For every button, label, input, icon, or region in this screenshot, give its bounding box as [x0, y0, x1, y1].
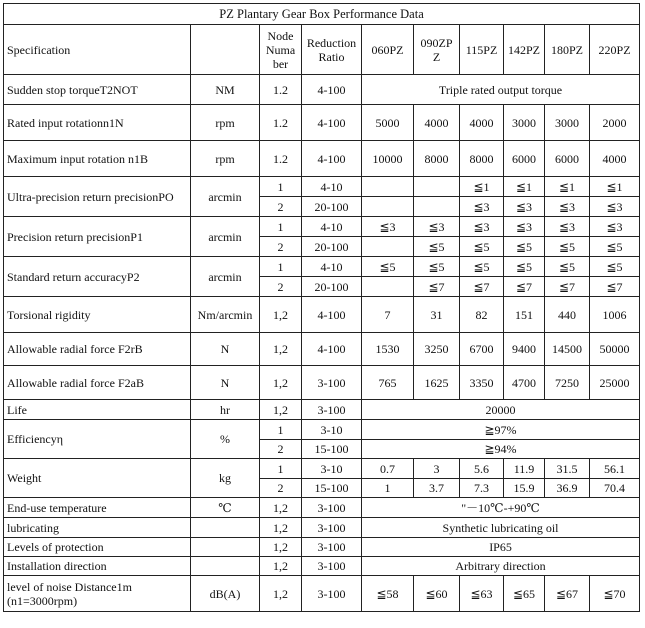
row-ratio: 20-100	[302, 277, 362, 297]
row-specification: Weight	[4, 459, 191, 498]
row-value: 11.9	[504, 459, 545, 479]
row-specification: Efficiencyη	[4, 420, 191, 459]
row-value: 8000	[460, 141, 504, 177]
row-node: 1	[260, 217, 302, 237]
row-specification: Levels of protection	[4, 538, 191, 557]
row-value: 4000	[460, 105, 504, 141]
row-value: ≦7	[545, 277, 590, 297]
row-value: 70.4	[590, 479, 640, 498]
row-node: 2	[260, 237, 302, 257]
row-ratio: 4-100	[302, 333, 362, 366]
row-specification: Ultra-precision return precisionPO	[4, 177, 191, 217]
table-row	[4, 518, 640, 538]
row-node: 2	[260, 197, 302, 217]
row-value	[362, 197, 414, 217]
row-ratio: 4-100	[302, 141, 362, 177]
row-value: 5000	[362, 105, 414, 141]
row-value: 3	[414, 459, 460, 479]
row-value: ≦5	[590, 257, 640, 277]
row-unit	[191, 557, 260, 576]
table-row	[4, 459, 640, 479]
row-value: 1625	[414, 366, 460, 400]
row-value: 31	[414, 297, 460, 333]
row-value: ≦3	[362, 217, 414, 237]
table-row	[4, 400, 640, 420]
row-merged-value: ≧97%	[362, 420, 640, 440]
row-value: 7250	[545, 366, 590, 400]
row-ratio: 4-10	[302, 257, 362, 277]
row-node: 2	[260, 440, 302, 459]
row-value: 5.6	[460, 459, 504, 479]
row-value: ≦5	[460, 257, 504, 277]
row-merged-value: Synthetic lubricating oil	[362, 518, 640, 538]
row-node: 2	[260, 479, 302, 498]
row-ratio: 4-10	[302, 177, 362, 197]
row-value	[362, 277, 414, 297]
row-value: ≦3	[460, 197, 504, 217]
row-ratio: 3-100	[302, 538, 362, 557]
row-node: 1,2	[260, 518, 302, 538]
row-ratio: 20-100	[302, 197, 362, 217]
table-row	[4, 420, 640, 440]
row-value: 10000	[362, 141, 414, 177]
row-value: ≦5	[545, 257, 590, 277]
header-model: 180PZ	[545, 25, 590, 75]
row-specification: Allowable radial force F2rB	[4, 333, 191, 366]
row-value: 4700	[504, 366, 545, 400]
row-value: 6000	[545, 141, 590, 177]
row-ratio: 3-10	[302, 459, 362, 479]
row-node: 1,2	[260, 576, 302, 612]
table-row	[4, 177, 640, 197]
row-value	[362, 237, 414, 257]
row-node: 1.2	[260, 75, 302, 105]
row-node: 1,2	[260, 400, 302, 420]
row-unit: arcmin	[191, 177, 260, 217]
row-node: 1,2	[260, 557, 302, 576]
row-value: ≦5	[590, 237, 640, 257]
row-unit: NM	[191, 75, 260, 105]
row-value: ≦5	[504, 257, 545, 277]
row-merged-value: ≧94%	[362, 440, 640, 459]
row-value: ≦3	[414, 217, 460, 237]
header-model: 142PZ	[504, 25, 545, 75]
row-value: ≦60	[414, 576, 460, 612]
row-value: ≦58	[362, 576, 414, 612]
table-row	[4, 141, 640, 177]
row-unit: kg	[191, 459, 260, 498]
row-node: 1,2	[260, 333, 302, 366]
table-row	[4, 498, 640, 518]
row-ratio: 4-10	[302, 217, 362, 237]
row-unit: hr	[191, 400, 260, 420]
row-merged-value: IP65	[362, 538, 640, 557]
row-node: 1.2	[260, 141, 302, 177]
row-unit: N	[191, 366, 260, 400]
row-ratio: 3-100	[302, 366, 362, 400]
row-unit	[191, 538, 260, 557]
row-node: 1.2	[260, 105, 302, 141]
row-value: ≦7	[460, 277, 504, 297]
row-merged-value: Arbitrary direction	[362, 557, 640, 576]
row-node: 1,2	[260, 366, 302, 400]
header-reduction-ratio: Reduction Ratio	[302, 25, 362, 75]
row-node: 1	[260, 459, 302, 479]
row-specification: Installation direction	[4, 557, 191, 576]
row-ratio: 20-100	[302, 237, 362, 257]
row-value: 56.1	[590, 459, 640, 479]
row-value: 31.5	[545, 459, 590, 479]
row-node: 1	[260, 177, 302, 197]
row-value: ≦1	[460, 177, 504, 197]
row-value: 3000	[545, 105, 590, 141]
row-node: 1	[260, 420, 302, 440]
row-value: ≦3	[590, 217, 640, 237]
row-value: ≦7	[504, 277, 545, 297]
row-value: ≦5	[362, 257, 414, 277]
table-row	[4, 75, 640, 105]
table-row	[4, 297, 640, 333]
row-ratio: 4-100	[302, 105, 362, 141]
row-specification: Life	[4, 400, 191, 420]
header-model: 220PZ	[590, 25, 640, 75]
row-value: ≦5	[460, 237, 504, 257]
row-value: ≦3	[545, 197, 590, 217]
row-specification: Sudden stop torqueT2NOT	[4, 75, 191, 105]
row-value: ≦67	[545, 576, 590, 612]
row-value: 14500	[545, 333, 590, 366]
row-value: 0.7	[362, 459, 414, 479]
row-value: 7.3	[460, 479, 504, 498]
row-value: ≦5	[504, 237, 545, 257]
table-row	[4, 557, 640, 576]
row-unit	[191, 518, 260, 538]
header-unit	[191, 25, 260, 75]
row-value: 4000	[414, 105, 460, 141]
row-specification: Maximum input rotation n1B	[4, 141, 191, 177]
row-value: 50000	[590, 333, 640, 366]
row-value: 151	[504, 297, 545, 333]
row-value	[362, 177, 414, 197]
row-unit: arcmin	[191, 257, 260, 297]
row-specification: Allowable radial force F2aB	[4, 366, 191, 400]
row-specification: level of noise Distance1m (n1=3000rpm)	[4, 576, 191, 612]
row-merged-value: "－10℃-+90℃	[362, 498, 640, 518]
row-ratio: 4-100	[302, 75, 362, 105]
table-row	[4, 576, 640, 612]
row-value: ≦3	[504, 197, 545, 217]
row-ratio: 15-100	[302, 440, 362, 459]
row-unit: Nm/arcmin	[191, 297, 260, 333]
row-value: ≦63	[460, 576, 504, 612]
row-value: 3000	[504, 105, 545, 141]
row-value: 2000	[590, 105, 640, 141]
row-unit: rpm	[191, 141, 260, 177]
table-row	[4, 217, 640, 237]
row-ratio: 3-100	[302, 576, 362, 612]
row-ratio: 4-100	[302, 297, 362, 333]
header-model: 060PZ	[362, 25, 414, 75]
table-row	[4, 538, 640, 557]
row-value: 7	[362, 297, 414, 333]
row-unit: N	[191, 333, 260, 366]
row-value: ≦5	[414, 237, 460, 257]
row-ratio: 15-100	[302, 479, 362, 498]
row-value: 9400	[504, 333, 545, 366]
row-value: 765	[362, 366, 414, 400]
header-specification: Specification	[4, 25, 191, 75]
row-value: ≦7	[414, 277, 460, 297]
row-value: 25000	[590, 366, 640, 400]
row-ratio: 3-100	[302, 557, 362, 576]
row-unit: dB(A)	[191, 576, 260, 612]
row-specification: Torsional rigidity	[4, 297, 191, 333]
row-value: 6700	[460, 333, 504, 366]
row-value: 1	[362, 479, 414, 498]
row-specification: Rated input rotationn1N	[4, 105, 191, 141]
row-value	[414, 197, 460, 217]
row-value	[414, 177, 460, 197]
row-value: ≦3	[590, 197, 640, 217]
row-value: ≦5	[545, 237, 590, 257]
row-ratio: 3-100	[302, 498, 362, 518]
performance-table	[3, 3, 640, 612]
row-value: 3350	[460, 366, 504, 400]
row-value: ≦70	[590, 576, 640, 612]
table-row	[4, 366, 640, 400]
header-model: 090ZP Z	[414, 25, 460, 75]
row-node: 2	[260, 277, 302, 297]
row-ratio: 3-100	[302, 400, 362, 420]
row-value: 3.7	[414, 479, 460, 498]
row-value: ≦3	[460, 217, 504, 237]
row-node: 1	[260, 257, 302, 277]
row-value: 36.9	[545, 479, 590, 498]
row-value: ≦1	[504, 177, 545, 197]
row-ratio: 3-100	[302, 518, 362, 538]
row-value: ≦1	[545, 177, 590, 197]
table-row	[4, 257, 640, 277]
row-unit: arcmin	[191, 217, 260, 257]
row-value: 3250	[414, 333, 460, 366]
row-value: 82	[460, 297, 504, 333]
row-value: 440	[545, 297, 590, 333]
row-value: ≦5	[414, 257, 460, 277]
row-node: 1,2	[260, 538, 302, 557]
row-value: ≦3	[504, 217, 545, 237]
row-value: 15.9	[504, 479, 545, 498]
row-value: 8000	[414, 141, 460, 177]
row-value: ≦1	[590, 177, 640, 197]
row-specification: Standard return accuracyP2	[4, 257, 191, 297]
row-unit: rpm	[191, 105, 260, 141]
row-node: 1,2	[260, 498, 302, 518]
row-value: 1530	[362, 333, 414, 366]
row-specification: Precision return precisionP1	[4, 217, 191, 257]
row-value: ≦3	[545, 217, 590, 237]
row-unit: ℃	[191, 498, 260, 518]
row-node: 1,2	[260, 297, 302, 333]
row-ratio: 3-10	[302, 420, 362, 440]
header-model: 115PZ	[460, 25, 504, 75]
table-title: PZ Plantary Gear Box Performance Data	[4, 4, 640, 25]
row-value: 4000	[590, 141, 640, 177]
row-specification: End-use temperature	[4, 498, 191, 518]
row-specification: lubricating	[4, 518, 191, 538]
row-value: 6000	[504, 141, 545, 177]
row-merged-value: Triple rated output torque	[362, 75, 640, 105]
row-unit: %	[191, 420, 260, 459]
table-row	[4, 333, 640, 366]
row-value: 1006	[590, 297, 640, 333]
row-value: ≦7	[590, 277, 640, 297]
header-node-number: Node Numa ber	[260, 25, 302, 75]
row-merged-value: 20000	[362, 400, 640, 420]
row-value: ≦65	[504, 576, 545, 612]
table-row	[4, 105, 640, 141]
